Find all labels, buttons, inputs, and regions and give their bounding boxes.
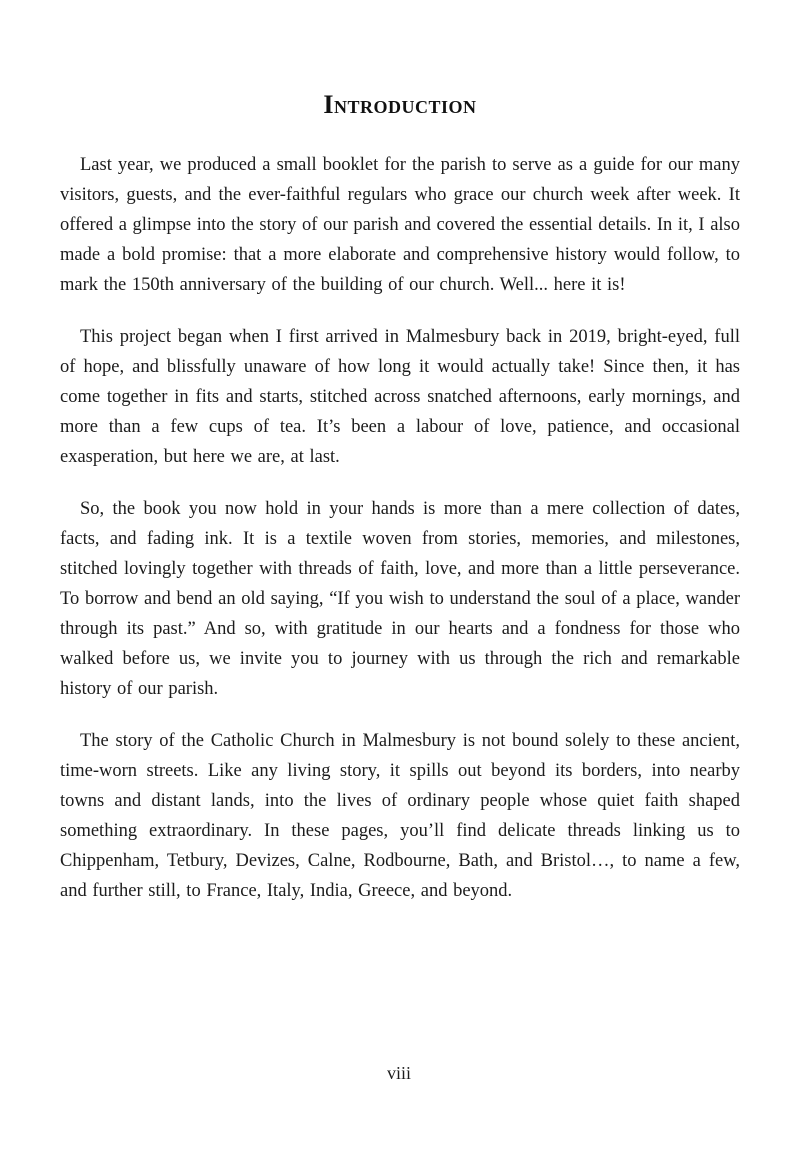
paragraph-4: The story of the Catholic Church in Malmesbury is not bound solely to these ancient, time-worn streets. Like any living story, it spills out beyond its borders, into nearby towns and distant lands, into the lives of ordinary people whose quiet faith shaped something extraordinary. In these pages, you’ll find delicate threads linking us to Chippenham, Tetbury, Devizes, Calne, Rodbourne, Bath, and Bristol…, to name a few, and further still, to France, Italy, India, Greece, and beyond.	[60, 731, 740, 901]
page-number: viii	[386, 1063, 411, 1083]
paragraph-3: So, the book you now hold in your hands is more than a mere collection of dates, facts, and fading ink. It is a textile woven from stories, memories, and milestones, stitched lovingly together with threads of faith, love, and more than a little perseverance. To borrow and bend an old saying, “If you wish to understand the soul of a place, wander through its past.” And so, with gratitude in our hearts and a fondness for those who walked before us, we invite you to journey with us through the rich and remarkable history of our parish.	[60, 499, 740, 699]
chapter-title: Introduction	[323, 90, 477, 119]
paragraph-1: Last year, we produced a small booklet for the parish to serve as a guide for our many visitors, guests, and the ever-faithful regulars who grace our church week after week. It offered a glimpse into the story of our parish and covered the essential details. In it, I also made a bold promise: that a more elaborate and comprehensive history would follow, to mark the 150th anniversary of the building of our church. Well... here it is!	[60, 155, 740, 295]
paragraph-2: This project began when I first arrived in Malmesbury back in 2019, bright-eyed, full of hope, and blissfully unaware of how long it would actually take! Since then, it has come together in fits and starts, stitched across snatched afternoons, early mornings, and more than a few cups of tea. It’s been a labour of love, patience, and occasional exasperation, but here we are, at last.	[60, 327, 740, 467]
page-content	[60, 90, 740, 906]
